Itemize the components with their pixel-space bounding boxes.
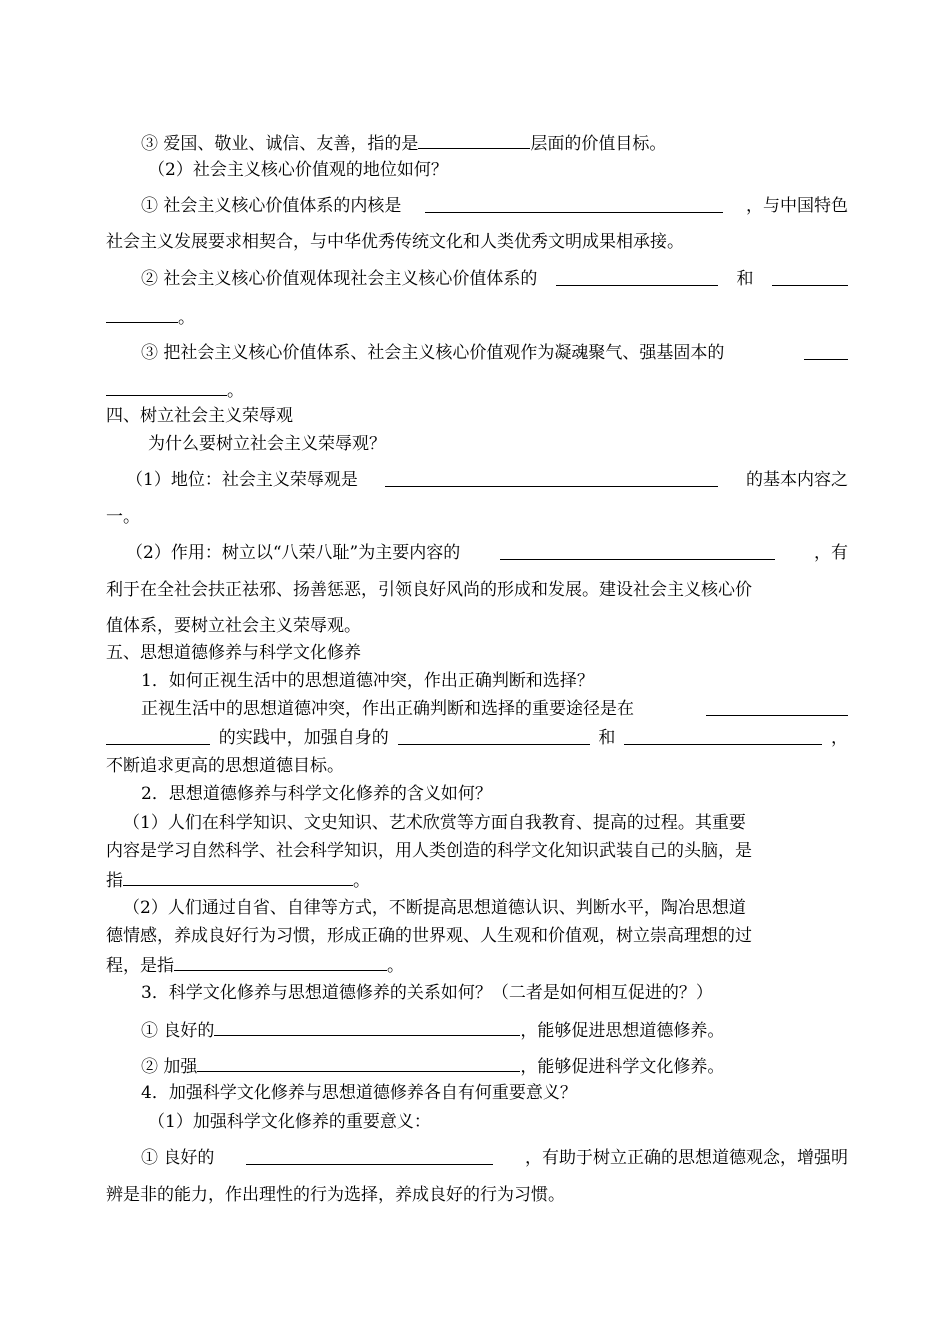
- text: ，有助于树立正确的思想道德观念，增强明: [525, 1148, 848, 1168]
- fill-blank[interactable]: [106, 305, 178, 323]
- text-line: [106, 305, 195, 329]
- text-line: [106, 342, 848, 364]
- text: 四、树立社会主义荣辱观: [106, 406, 293, 426]
- fill-blank[interactable]: [197, 1054, 520, 1072]
- fill-blank[interactable]: [804, 342, 848, 360]
- text-line: [106, 579, 752, 601]
- text: 4．加强科学文化修养与思想道德修养各自有何重要意义？: [141, 1083, 577, 1103]
- fill-blank[interactable]: [772, 268, 848, 286]
- text: 五、思想道德修养与科学文化修养: [106, 643, 361, 663]
- fill-blank[interactable]: [174, 953, 387, 971]
- question: [141, 982, 713, 1004]
- section-heading: [106, 405, 293, 427]
- text-line: [141, 131, 666, 155]
- text: ，能够促进思想道德修养。: [520, 1021, 725, 1041]
- question: [141, 1082, 577, 1104]
- text-line: [106, 868, 370, 892]
- text: ，: [830, 728, 848, 748]
- question: [148, 433, 386, 455]
- question: [141, 783, 492, 805]
- text: ③ 把社会主义核心价值体系、社会主义核心价值观作为凝魂聚气、强基固本的: [141, 343, 725, 363]
- text: 的实践中，加强自身的: [218, 728, 389, 748]
- text: ③ 爱国、敬业、诚信、友善，指的是: [141, 134, 419, 154]
- text: （2）社会主义核心价值观的地位如何？: [148, 160, 448, 180]
- text-line: [106, 1147, 848, 1169]
- text-line: [123, 897, 746, 919]
- text-line: [106, 840, 752, 862]
- fill-blank[interactable]: [706, 698, 848, 716]
- fill-blank[interactable]: [123, 868, 353, 886]
- text: 。: [178, 308, 195, 328]
- fill-blank[interactable]: [106, 378, 227, 396]
- text: 不断追求更高的思想道德目标。: [106, 756, 344, 776]
- text-line: [123, 812, 746, 834]
- text: 。: [227, 381, 244, 401]
- text: 为什么要树立社会主义荣辱观？: [148, 434, 386, 454]
- text: 辨是非的能力，作出理性的行为选择，养成良好的行为习惯。: [106, 1185, 565, 1205]
- text: 一。: [106, 507, 140, 527]
- text: 。: [353, 871, 370, 891]
- text-line: [106, 506, 140, 528]
- text-line: [141, 1018, 724, 1042]
- fill-blank[interactable]: [425, 195, 723, 213]
- text: （2）人们通过自省、自律等方式，不断提高思想道德认识、判断水平，陶冶思想道: [123, 898, 746, 918]
- text: 和: [598, 728, 616, 748]
- fill-blank[interactable]: [246, 1147, 493, 1165]
- text: 。: [387, 956, 404, 976]
- text: ，能够促进科学文化修养。: [520, 1057, 725, 1077]
- text-line: [106, 469, 848, 491]
- text-line: [106, 542, 848, 564]
- text-line: [106, 953, 404, 977]
- text: 值体系，要树立社会主义荣辱观。: [106, 616, 361, 636]
- text: ② 加强: [141, 1057, 198, 1077]
- text-line: [106, 268, 848, 290]
- text: ① 社会主义核心价值体系的内核是: [141, 196, 402, 216]
- text-line: [106, 378, 244, 402]
- text-line: [106, 698, 848, 720]
- question: [148, 1111, 431, 1133]
- text: ，与中国特色: [746, 196, 848, 216]
- text-line: [106, 755, 344, 777]
- text: （1）人们在科学知识、文史知识、艺术欣赏等方面自我教育、提高的过程。其重要: [123, 813, 746, 833]
- text: ① 良好的: [141, 1148, 215, 1168]
- text: 内容是学习自然科学、社会科学知识，用人类创造的科学文化知识武装自己的头脑，是: [106, 841, 752, 861]
- text: 社会主义发展要求相契合，与中华优秀传统文化和人类优秀文明成果相承接。: [106, 232, 684, 252]
- text: 和: [736, 269, 754, 289]
- text: （1）地位：社会主义荣辱观是: [126, 470, 358, 490]
- text: ，有: [813, 543, 848, 563]
- text-line: [106, 195, 848, 217]
- fill-blank[interactable]: [500, 542, 775, 560]
- text: 程，是指: [106, 956, 174, 976]
- question: [148, 159, 448, 181]
- text: 3．科学文化修养与思想道德修养的关系如何？（二者是如何相互促进的？）: [141, 983, 713, 1003]
- text: 德情感，养成良好行为习惯，形成正确的世界观、人生观和价值观，树立崇高理想的过: [106, 926, 752, 946]
- question: [141, 670, 594, 692]
- fill-blank[interactable]: [214, 1018, 520, 1036]
- text: 2．思想道德修养与科学文化修养的含义如何？: [141, 784, 492, 804]
- fill-blank[interactable]: [106, 727, 210, 745]
- fill-blank[interactable]: [624, 727, 822, 745]
- text: 利于在全社会扶正祛邪、扬善惩恶，引领良好风尚的形成和发展。建设社会主义核心价: [106, 580, 752, 600]
- fill-blank[interactable]: [556, 268, 718, 286]
- text-line: [106, 925, 752, 947]
- text: （2）作用：树立以“八荣八耻”为主要内容的: [126, 543, 461, 563]
- text: 正视生活中的思想道德冲突，作出正确判断和选择的重要途径是在: [141, 699, 634, 719]
- text: 的基本内容之: [745, 470, 848, 490]
- text: 指: [106, 871, 123, 891]
- text-line: [141, 1054, 724, 1078]
- fill-blank[interactable]: [398, 727, 590, 745]
- text: ② 社会主义核心价值观体现社会主义核心价值体系的: [141, 269, 538, 289]
- text-line: [106, 727, 848, 749]
- text: 1．如何正视生活中的思想道德冲突，作出正确判断和选择？: [141, 671, 594, 691]
- fill-blank[interactable]: [385, 469, 718, 487]
- text-line: [106, 231, 684, 253]
- section-heading: [106, 642, 361, 664]
- text: ① 良好的: [141, 1021, 215, 1041]
- fill-blank[interactable]: [418, 131, 530, 149]
- text: （1）加强科学文化修养的重要意义：: [148, 1112, 431, 1132]
- text: 层面的价值目标。: [530, 134, 667, 154]
- text-line: [106, 1184, 565, 1206]
- text-line: [106, 615, 361, 637]
